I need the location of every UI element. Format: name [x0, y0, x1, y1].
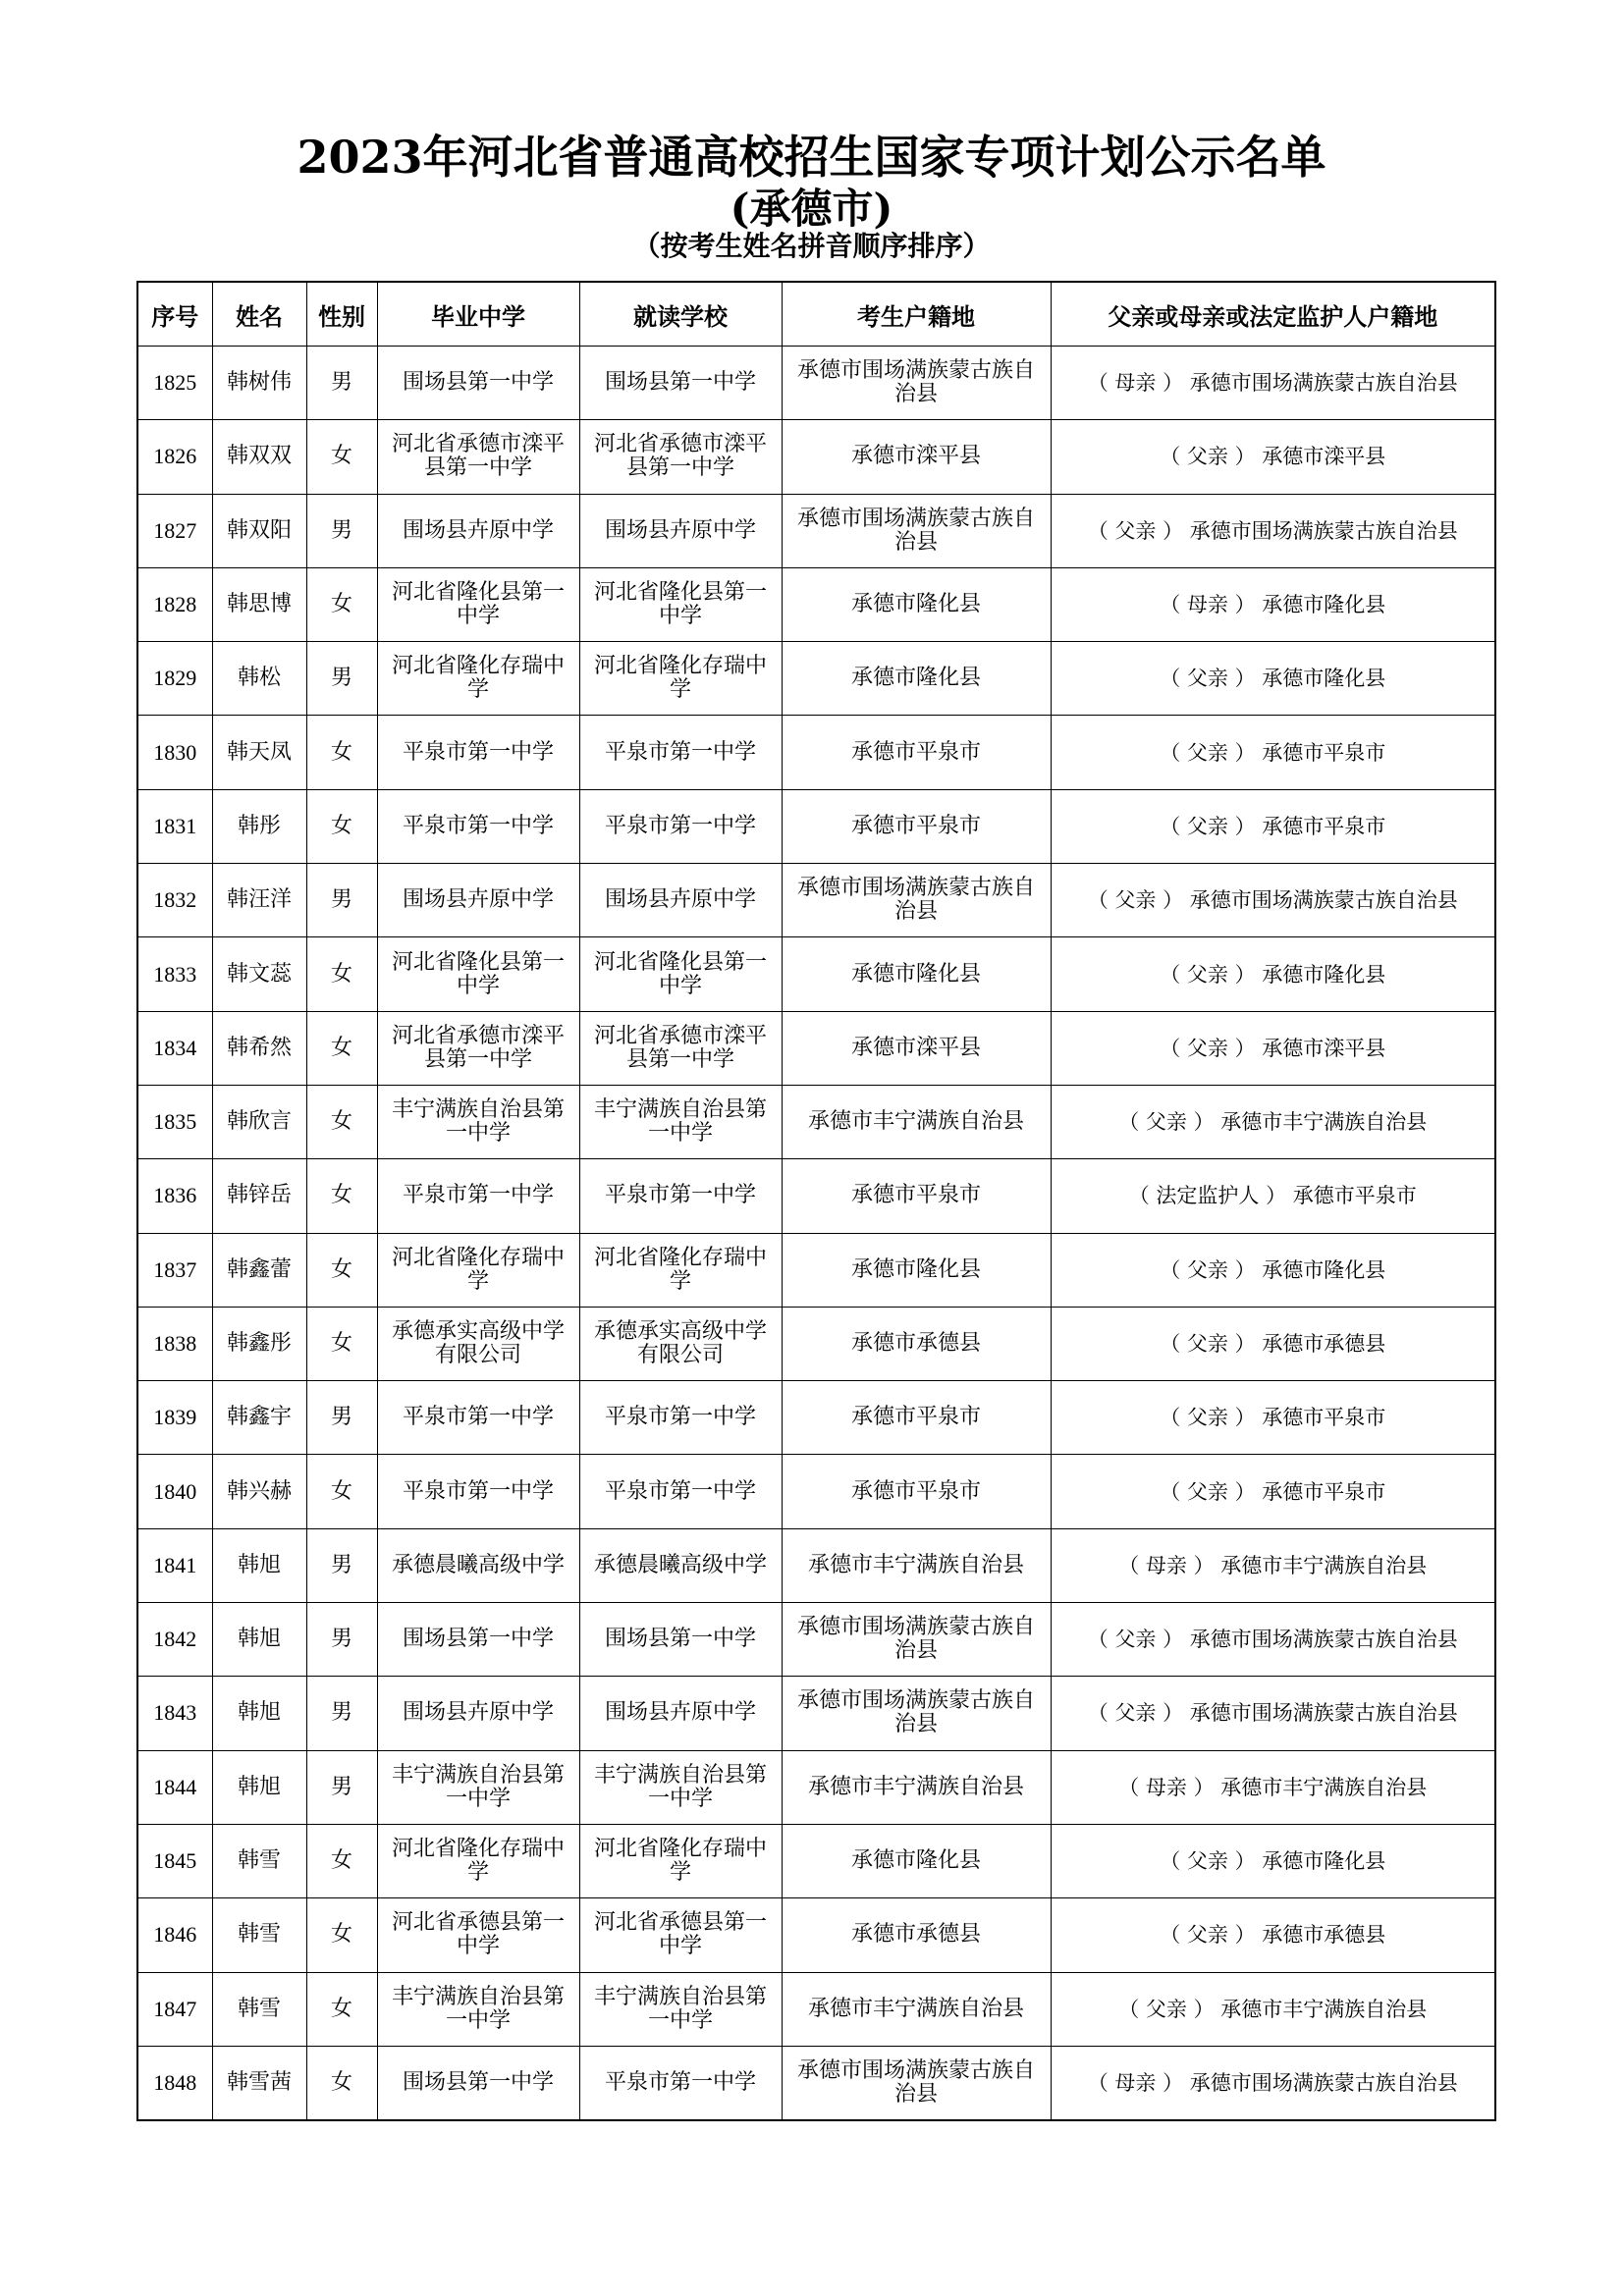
cell-serial-number: 1827 [137, 494, 212, 567]
cell-name: 韩树伟 [212, 347, 306, 420]
cell-gender: 女 [306, 567, 377, 641]
cell-current-school: 河北省隆化县第一中学 [579, 937, 782, 1011]
cell-student-household-registration: 承德市围场满族蒙古族自治县 [782, 347, 1051, 420]
cell-serial-number: 1834 [137, 1011, 212, 1085]
cell-graduating-school: 河北省承德市滦平县第一中学 [377, 420, 579, 494]
cell-serial-number: 1831 [137, 789, 212, 863]
cell-guardian-household-registration: （ 父亲 ） 承德市隆化县 [1051, 1824, 1495, 1897]
cell-gender: 男 [306, 1381, 377, 1455]
cell-serial-number: 1828 [137, 567, 212, 641]
cell-name: 韩雪 [212, 1824, 306, 1897]
cell-current-school: 河北省承德县第一中学 [579, 1898, 782, 1972]
cell-graduating-school: 丰宁满族自治县第一中学 [377, 1085, 579, 1158]
cell-gender: 女 [306, 1159, 377, 1233]
cell-student-household-registration: 承德市隆化县 [782, 642, 1051, 716]
cell-gender: 男 [306, 642, 377, 716]
header-guardian-household-registration: 父亲或母亲或法定监护人户籍地 [1051, 282, 1495, 347]
table-row [137, 1307, 1495, 1380]
cell-guardian-household-registration: （ 父亲 ） 承德市滦平县 [1051, 1011, 1495, 1085]
table-row [137, 1972, 1495, 2046]
cell-student-household-registration: 承德市围场满族蒙古族自治县 [782, 1603, 1051, 1677]
cell-gender: 女 [306, 1011, 377, 1085]
cell-student-household-registration: 承德市平泉市 [782, 716, 1051, 789]
cell-guardian-household-registration: （ 父亲 ） 承德市隆化县 [1051, 1233, 1495, 1307]
table-body [137, 347, 1495, 2121]
table-row [137, 567, 1495, 641]
cell-graduating-school: 平泉市第一中学 [377, 1455, 579, 1528]
cell-serial-number: 1825 [137, 347, 212, 420]
cell-graduating-school: 围场县第一中学 [377, 1603, 579, 1677]
cell-serial-number: 1830 [137, 716, 212, 789]
table-row [137, 716, 1495, 789]
cell-name: 韩旭 [212, 1603, 306, 1677]
cell-serial-number: 1838 [137, 1307, 212, 1380]
cell-name: 韩文蕊 [212, 937, 306, 1011]
cell-guardian-household-registration: （ 父亲 ） 承德市隆化县 [1051, 937, 1495, 1011]
cell-student-household-registration: 承德市丰宁满族自治县 [782, 1972, 1051, 2046]
cell-current-school: 承德承实高级中学有限公司 [579, 1307, 782, 1380]
cell-guardian-household-registration: （ 父亲 ） 承德市滦平县 [1051, 420, 1495, 494]
cell-guardian-household-registration: （ 母亲 ） 承德市丰宁满族自治县 [1051, 1750, 1495, 1824]
cell-serial-number: 1847 [137, 1972, 212, 2046]
cell-current-school: 河北省承德市滦平县第一中学 [579, 420, 782, 494]
cell-name: 韩欣言 [212, 1085, 306, 1158]
cell-gender: 女 [306, 716, 377, 789]
cell-guardian-household-registration: （ 父亲 ） 承德市围场满族蒙古族自治县 [1051, 1677, 1495, 1750]
cell-graduating-school: 丰宁满族自治县第一中学 [377, 1750, 579, 1824]
cell-student-household-registration: 承德市承德县 [782, 1307, 1051, 1380]
cell-student-household-registration: 承德市隆化县 [782, 937, 1051, 1011]
cell-guardian-household-registration: （ 父亲 ） 承德市围场满族蒙古族自治县 [1051, 864, 1495, 937]
cell-student-household-registration: 承德市丰宁满族自治县 [782, 1750, 1051, 1824]
cell-name: 韩汪洋 [212, 864, 306, 937]
document-title: 2023年河北省普通高校招生国家专项计划公示名单 [297, 131, 1326, 184]
cell-guardian-household-registration: （ 母亲 ） 承德市隆化县 [1051, 567, 1495, 641]
cell-name: 韩松 [212, 642, 306, 716]
cell-guardian-household-registration: （ 父亲 ） 承德市平泉市 [1051, 1381, 1495, 1455]
cell-gender: 男 [306, 1528, 377, 1602]
table-header [137, 282, 1495, 347]
cell-serial-number: 1829 [137, 642, 212, 716]
cell-graduating-school: 围场县卉原中学 [377, 1677, 579, 1750]
cell-serial-number: 1837 [137, 1233, 212, 1307]
cell-current-school: 平泉市第一中学 [579, 1455, 782, 1528]
cell-gender: 男 [306, 494, 377, 567]
cell-name: 韩旭 [212, 1750, 306, 1824]
table-row [137, 1159, 1495, 1233]
cell-student-household-registration: 承德市滦平县 [782, 420, 1051, 494]
cell-student-household-registration: 承德市丰宁满族自治县 [782, 1528, 1051, 1602]
header-serial-number: 序号 [137, 282, 212, 347]
cell-guardian-household-registration: （ 母亲 ） 承德市丰宁满族自治县 [1051, 1528, 1495, 1602]
table-row [137, 864, 1495, 937]
cell-current-school: 平泉市第一中学 [579, 716, 782, 789]
table-row [137, 1603, 1495, 1677]
cell-graduating-school: 河北省隆化县第一中学 [377, 937, 579, 1011]
table-row [137, 642, 1495, 716]
cell-guardian-household-registration: （ 母亲 ） 承德市围场满族蒙古族自治县 [1051, 347, 1495, 420]
cell-student-household-registration: 承德市围场满族蒙古族自治县 [782, 2046, 1051, 2120]
cell-serial-number: 1843 [137, 1677, 212, 1750]
cell-name: 韩希然 [212, 1011, 306, 1085]
cell-current-school: 河北省隆化存瑞中学 [579, 642, 782, 716]
cell-graduating-school: 河北省承德市滦平县第一中学 [377, 1011, 579, 1085]
table-row [137, 937, 1495, 1011]
table-row [137, 1824, 1495, 1897]
cell-gender: 男 [306, 1750, 377, 1824]
cell-current-school: 围场县第一中学 [579, 347, 782, 420]
cell-graduating-school: 平泉市第一中学 [377, 789, 579, 863]
cell-gender: 男 [306, 1677, 377, 1750]
cell-graduating-school: 围场县第一中学 [377, 2046, 579, 2120]
cell-guardian-household-registration: （ 父亲 ） 承德市平泉市 [1051, 1455, 1495, 1528]
table-row [137, 2046, 1495, 2120]
cell-graduating-school: 河北省承德县第一中学 [377, 1898, 579, 1972]
cell-guardian-household-registration: （ 父亲 ） 承德市隆化县 [1051, 642, 1495, 716]
sort-note: （按考生姓名拼音顺序排序） [632, 230, 991, 262]
table-row [137, 347, 1495, 420]
table-row [137, 789, 1495, 863]
cell-guardian-household-registration: （ 父亲 ） 承德市承德县 [1051, 1307, 1495, 1380]
cell-guardian-household-registration: （ 父亲 ） 承德市丰宁满族自治县 [1051, 1972, 1495, 2046]
cell-graduating-school: 河北省隆化存瑞中学 [377, 1233, 579, 1307]
cell-student-household-registration: 承德市丰宁满族自治县 [782, 1085, 1051, 1158]
cell-current-school: 丰宁满族自治县第一中学 [579, 1972, 782, 2046]
cell-gender: 男 [306, 347, 377, 420]
cell-graduating-school: 围场县卉原中学 [377, 494, 579, 567]
table-row [137, 1750, 1495, 1824]
cell-current-school: 平泉市第一中学 [579, 1381, 782, 1455]
cell-student-household-registration: 承德市围场满族蒙古族自治县 [782, 864, 1051, 937]
cell-gender: 女 [306, 937, 377, 1011]
table-row [137, 1233, 1495, 1307]
header-graduating-school: 毕业中学 [377, 282, 579, 347]
cell-gender: 女 [306, 1972, 377, 2046]
cell-serial-number: 1844 [137, 1750, 212, 1824]
cell-gender: 女 [306, 1455, 377, 1528]
cell-current-school: 河北省隆化存瑞中学 [579, 1824, 782, 1897]
cell-gender: 男 [306, 1603, 377, 1677]
cell-current-school: 河北省承德市滦平县第一中学 [579, 1011, 782, 1085]
cell-gender: 女 [306, 420, 377, 494]
cell-current-school: 围场县卉原中学 [579, 864, 782, 937]
cell-current-school: 围场县第一中学 [579, 1603, 782, 1677]
cell-name: 韩兴赫 [212, 1455, 306, 1528]
cell-current-school: 河北省隆化县第一中学 [579, 567, 782, 641]
cell-student-household-registration: 承德市承德县 [782, 1898, 1051, 1972]
cell-serial-number: 1841 [137, 1528, 212, 1602]
cell-name: 韩旭 [212, 1677, 306, 1750]
cell-graduating-school: 河北省隆化县第一中学 [377, 567, 579, 641]
header-row [137, 282, 1495, 347]
header-gender: 性别 [306, 282, 377, 347]
table-row [137, 494, 1495, 567]
cell-student-household-registration: 承德市平泉市 [782, 789, 1051, 863]
cell-student-household-registration: 承德市隆化县 [782, 567, 1051, 641]
cell-graduating-school: 承德晨曦高级中学 [377, 1528, 579, 1602]
cell-student-household-registration: 承德市围场满族蒙古族自治县 [782, 1677, 1051, 1750]
cell-name: 韩双双 [212, 420, 306, 494]
header-student-household-registration: 考生户籍地 [782, 282, 1051, 347]
cell-serial-number: 1833 [137, 937, 212, 1011]
cell-name: 韩雪 [212, 1898, 306, 1972]
cell-name: 韩雪 [212, 1972, 306, 2046]
cell-gender: 女 [306, 1085, 377, 1158]
cell-graduating-school: 河北省隆化存瑞中学 [377, 1824, 579, 1897]
cell-student-household-registration: 承德市平泉市 [782, 1455, 1051, 1528]
cell-gender: 女 [306, 1233, 377, 1307]
cell-current-school: 平泉市第一中学 [579, 789, 782, 863]
cell-name: 韩锌岳 [212, 1159, 306, 1233]
cell-current-school: 河北省隆化存瑞中学 [579, 1233, 782, 1307]
cell-serial-number: 1835 [137, 1085, 212, 1158]
table-row [137, 1455, 1495, 1528]
cell-graduating-school: 河北省隆化存瑞中学 [377, 642, 579, 716]
table-row [137, 420, 1495, 494]
cell-current-school: 丰宁满族自治县第一中学 [579, 1750, 782, 1824]
table-row [137, 1528, 1495, 1602]
cell-serial-number: 1836 [137, 1159, 212, 1233]
cell-current-school: 承德晨曦高级中学 [579, 1528, 782, 1602]
cell-guardian-household-registration: （ 父亲 ） 承德市围场满族蒙古族自治县 [1051, 494, 1495, 567]
cell-serial-number: 1845 [137, 1824, 212, 1897]
cell-student-household-registration: 承德市滦平县 [782, 1011, 1051, 1085]
table-row [137, 1898, 1495, 1972]
cell-guardian-household-registration: （ 父亲 ） 承德市围场满族蒙古族自治县 [1051, 1603, 1495, 1677]
cell-name: 韩思博 [212, 567, 306, 641]
cell-name: 韩鑫宇 [212, 1381, 306, 1455]
cell-gender: 女 [306, 789, 377, 863]
cell-current-school: 平泉市第一中学 [579, 1159, 782, 1233]
cell-serial-number: 1826 [137, 420, 212, 494]
cell-graduating-school: 丰宁满族自治县第一中学 [377, 1972, 579, 2046]
header-name: 姓名 [212, 282, 306, 347]
cell-gender: 女 [306, 1824, 377, 1897]
roster-table [136, 281, 1496, 2121]
cell-name: 韩天凤 [212, 716, 306, 789]
cell-graduating-school: 平泉市第一中学 [377, 1159, 579, 1233]
cell-guardian-household-registration: （ 父亲 ） 承德市丰宁满族自治县 [1051, 1085, 1495, 1158]
cell-name: 韩彤 [212, 789, 306, 863]
cell-serial-number: 1846 [137, 1898, 212, 1972]
cell-serial-number: 1832 [137, 864, 212, 937]
cell-current-school: 围场县卉原中学 [579, 1677, 782, 1750]
table-row [137, 1381, 1495, 1455]
table-row [137, 1011, 1495, 1085]
cell-serial-number: 1840 [137, 1455, 212, 1528]
cell-guardian-household-registration: （ 父亲 ） 承德市平泉市 [1051, 789, 1495, 863]
cell-graduating-school: 承德承实高级中学有限公司 [377, 1307, 579, 1380]
cell-serial-number: 1848 [137, 2046, 212, 2120]
cell-current-school: 平泉市第一中学 [579, 2046, 782, 2120]
cell-name: 韩雪茜 [212, 2046, 306, 2120]
document-subtitle: (承德市) [730, 185, 893, 233]
cell-serial-number: 1842 [137, 1603, 212, 1677]
cell-student-household-registration: 承德市平泉市 [782, 1381, 1051, 1455]
cell-gender: 女 [306, 2046, 377, 2120]
cell-student-household-registration: 承德市平泉市 [782, 1159, 1051, 1233]
table-row [137, 1677, 1495, 1750]
cell-guardian-household-registration: （ 父亲 ） 承德市平泉市 [1051, 716, 1495, 789]
header-current-school: 就读学校 [579, 282, 782, 347]
cell-guardian-household-registration: （ 父亲 ） 承德市承德县 [1051, 1898, 1495, 1972]
cell-graduating-school: 平泉市第一中学 [377, 1381, 579, 1455]
cell-serial-number: 1839 [137, 1381, 212, 1455]
cell-student-household-registration: 承德市隆化县 [782, 1824, 1051, 1897]
cell-name: 韩鑫彤 [212, 1307, 306, 1380]
cell-name: 韩鑫蕾 [212, 1233, 306, 1307]
cell-current-school: 围场县卉原中学 [579, 494, 782, 567]
table-row [137, 1085, 1495, 1158]
cell-current-school: 丰宁满族自治县第一中学 [579, 1085, 782, 1158]
cell-gender: 女 [306, 1307, 377, 1380]
cell-graduating-school: 围场县第一中学 [377, 347, 579, 420]
cell-student-household-registration: 承德市隆化县 [782, 1233, 1051, 1307]
cell-gender: 女 [306, 1898, 377, 1972]
cell-guardian-household-registration: （ 母亲 ） 承德市围场满族蒙古族自治县 [1051, 2046, 1495, 2120]
cell-name: 韩双阳 [212, 494, 306, 567]
cell-name: 韩旭 [212, 1528, 306, 1602]
cell-graduating-school: 平泉市第一中学 [377, 716, 579, 789]
cell-guardian-household-registration: （ 法定监护人 ） 承德市平泉市 [1051, 1159, 1495, 1233]
cell-graduating-school: 围场县卉原中学 [377, 864, 579, 937]
cell-gender: 男 [306, 864, 377, 937]
cell-student-household-registration: 承德市围场满族蒙古族自治县 [782, 494, 1051, 567]
